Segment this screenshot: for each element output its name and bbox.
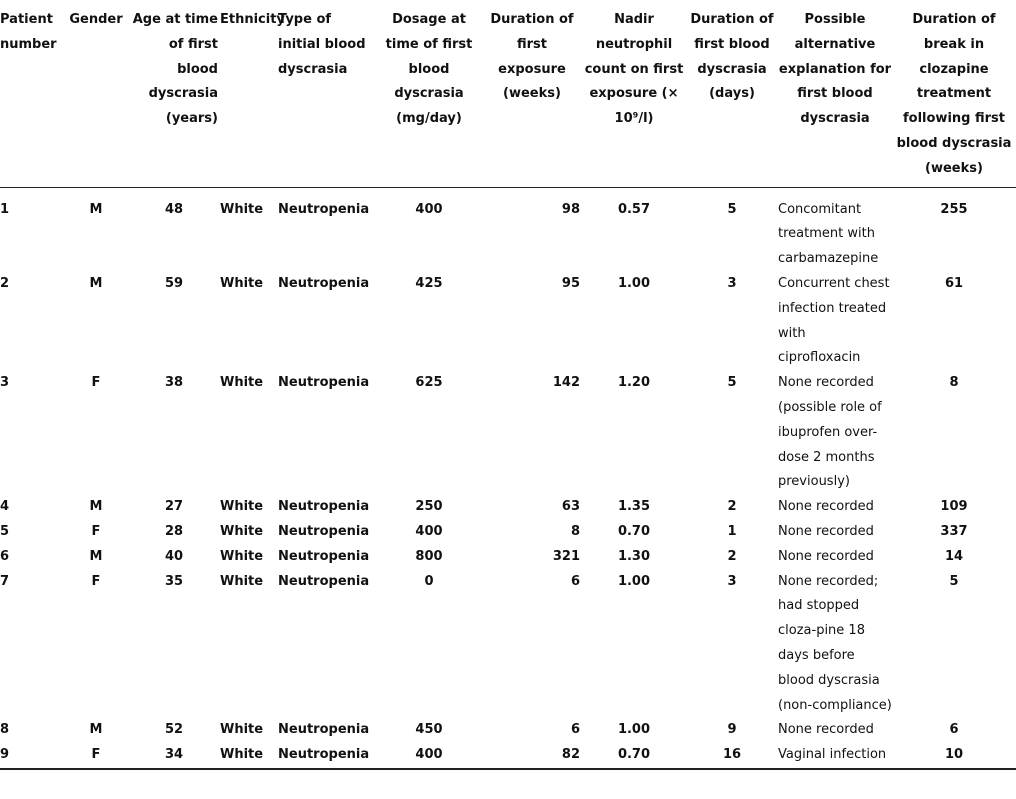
cell-nadir: 1.20 bbox=[617, 375, 651, 391]
header-duration-exposure: Duration of first exposure (weeks) bbox=[482, 0, 582, 187]
cell-ethnicity: White bbox=[220, 548, 264, 564]
cell-nadir: 1.00 bbox=[617, 722, 651, 738]
cell-patient-number: 6 bbox=[0, 548, 10, 564]
cell-gender: F bbox=[64, 743, 128, 769]
cell-explanation: None recorded (possible role of ibuprofen over-dose 2 months previously) bbox=[778, 375, 882, 490]
cell-patient-number: 5 bbox=[0, 523, 10, 539]
header-row bbox=[0, 0, 1016, 187]
cell-gender: M bbox=[89, 275, 103, 291]
cell-patient-number: 4 bbox=[0, 499, 10, 515]
cell-duration-exposure: 142 bbox=[552, 375, 580, 391]
cell-age: 35 bbox=[164, 573, 184, 589]
cell-gender: M bbox=[89, 548, 103, 564]
cell-duration-dyscrasia: 9 bbox=[727, 722, 737, 738]
cell-duration-exposure: 63 bbox=[561, 499, 580, 515]
cell-nadir: 0.57 bbox=[617, 201, 651, 217]
cell-patient-number: 2 bbox=[0, 275, 10, 291]
cell-type: Neutropenia bbox=[278, 375, 370, 391]
cell-gender: M bbox=[89, 499, 103, 515]
header-ethnicity: Ethnicity bbox=[220, 0, 278, 187]
cell-dosage: 250 bbox=[415, 499, 443, 515]
cell-nadir: 1.00 bbox=[617, 573, 651, 589]
table-row bbox=[0, 495, 1016, 520]
cell-duration-exposure: 321 bbox=[552, 548, 580, 564]
cell-dosage: 625 bbox=[415, 375, 443, 391]
cell-duration-break: 14 bbox=[944, 548, 964, 564]
cell-ethnicity: White bbox=[220, 201, 264, 217]
table-row bbox=[0, 570, 1016, 719]
cell-dosage: 400 bbox=[415, 523, 443, 539]
cell-dosage: 400 bbox=[415, 201, 443, 217]
cell-type: Neutropenia bbox=[278, 275, 370, 291]
cell-type: Neutropenia bbox=[278, 722, 370, 738]
cell-type: Neutropenia bbox=[278, 499, 370, 515]
cell-explanation: None recorded bbox=[778, 722, 874, 738]
cell-duration-break: 337 bbox=[940, 523, 968, 539]
cell-patient-number: 3 bbox=[0, 375, 10, 391]
cell-ethnicity: White bbox=[220, 573, 264, 589]
cell-gender: M bbox=[89, 722, 103, 738]
cell-duration-exposure: 98 bbox=[561, 201, 580, 217]
cell-duration-break: 109 bbox=[940, 499, 968, 515]
cell-type: Neutropenia bbox=[278, 201, 370, 217]
cell-duration-dyscrasia: 2 bbox=[727, 548, 737, 564]
cell-gender: F bbox=[91, 573, 101, 589]
header-alternative-explanation: Possible alternative explanation for first blood dyscrasia bbox=[778, 0, 892, 187]
cell-age: 38 bbox=[164, 375, 184, 391]
cell-ethnicity: White bbox=[220, 275, 264, 291]
cell-duration-dyscrasia: 3 bbox=[727, 275, 737, 291]
cell-nadir: 0.70 bbox=[617, 523, 651, 539]
cell-dosage: 0 bbox=[424, 573, 434, 589]
table-row bbox=[0, 272, 1016, 371]
cell-dosage: 450 bbox=[415, 722, 443, 738]
cell-patient-number: 7 bbox=[0, 573, 10, 589]
cell-type: Neutropenia bbox=[278, 548, 370, 564]
cell-age: 28 bbox=[164, 523, 184, 539]
cell-age: 27 bbox=[164, 499, 184, 515]
cell-duration-exposure: 6 bbox=[570, 573, 580, 589]
cell-duration-break: 10 bbox=[892, 743, 1016, 769]
cell-duration-break: 8 bbox=[949, 375, 959, 391]
cell-ethnicity: White bbox=[220, 375, 264, 391]
cell-explanation: Vaginal infection bbox=[778, 743, 892, 769]
cell-nadir: 1.35 bbox=[617, 499, 651, 515]
cell-dosage: 425 bbox=[415, 275, 443, 291]
cell-patient-number: 1 bbox=[0, 201, 10, 217]
cell-type: Neutropenia bbox=[278, 573, 370, 589]
header-duration-break: Duration of break in clozapine treatment following first blood dyscrasia (weeks) bbox=[892, 0, 1016, 187]
cell-explanation: Concurrent chest infection treated with ciprofloxacin bbox=[778, 275, 890, 366]
cell-duration-dyscrasia: 1 bbox=[727, 523, 737, 539]
cell-duration-exposure: 6 bbox=[570, 722, 580, 738]
header-age: Age at time of first blood dyscrasia (years) bbox=[128, 0, 220, 187]
table-row bbox=[0, 743, 1016, 769]
cell-dosage: 800 bbox=[415, 548, 443, 564]
cell-nadir: 1.00 bbox=[617, 275, 651, 291]
cell-type: Neutropenia bbox=[278, 523, 370, 539]
cell-duration-break: 61 bbox=[944, 275, 964, 291]
cell-explanation: None recorded bbox=[778, 548, 874, 564]
cell-age: 52 bbox=[164, 722, 184, 738]
cell-type: Neutropenia bbox=[278, 743, 376, 769]
header-type-of-dyscrasia: Type of initial blood dyscrasia bbox=[278, 0, 376, 187]
cell-explanation: Concomitant treatment with carbamazepine bbox=[778, 201, 879, 267]
cell-duration-dyscrasia: 5 bbox=[727, 201, 737, 217]
cell-ethnicity: White bbox=[220, 499, 264, 515]
header-nadir-neutrophil: Nadir neutrophil count on first exposure (× 10⁹/l) bbox=[582, 0, 686, 187]
cell-patient-number: 8 bbox=[0, 722, 10, 738]
header-gender: Gender bbox=[64, 0, 128, 187]
cell-explanation: None recorded bbox=[778, 499, 874, 515]
cell-ethnicity: White bbox=[220, 743, 278, 769]
cell-explanation: None recorded; had stopped cloza-pine 18 days before blood dyscrasia (non-compliance) bbox=[778, 573, 892, 713]
cell-duration-exposure: 95 bbox=[561, 275, 580, 291]
cell-age: 40 bbox=[164, 548, 184, 564]
table-row bbox=[0, 187, 1016, 272]
cell-age: 48 bbox=[164, 201, 184, 217]
cell-duration-dyscrasia: 2 bbox=[727, 499, 737, 515]
cell-duration-dyscrasia: 5 bbox=[727, 375, 737, 391]
table-row bbox=[0, 545, 1016, 570]
cell-duration-dyscrasia: 3 bbox=[727, 573, 737, 589]
cell-duration-exposure: 8 bbox=[570, 523, 580, 539]
cell-patient-number: 9 bbox=[0, 743, 64, 769]
cell-ethnicity: White bbox=[220, 523, 264, 539]
cell-duration-exposure: 82 bbox=[482, 743, 582, 769]
cell-gender: M bbox=[89, 201, 103, 217]
table-row bbox=[0, 371, 1016, 495]
header-duration-dyscrasia: Duration of first blood dyscrasia (days) bbox=[686, 0, 778, 187]
cell-dosage: 400 bbox=[376, 743, 482, 769]
cell-gender: F bbox=[91, 523, 101, 539]
cell-nadir: 0.70 bbox=[582, 743, 686, 769]
cell-duration-dyscrasia: 16 bbox=[686, 743, 778, 769]
cell-nadir: 1.30 bbox=[617, 548, 651, 564]
cell-ethnicity: White bbox=[220, 722, 264, 738]
cell-age: 59 bbox=[164, 275, 184, 291]
cell-duration-break: 255 bbox=[940, 201, 968, 217]
table-row bbox=[0, 520, 1016, 545]
header-patient-number: Patient number bbox=[0, 0, 64, 187]
cell-explanation: None recorded bbox=[778, 523, 874, 539]
header-dosage: Dosage at time of first blood dyscrasia (mg/day) bbox=[376, 0, 482, 187]
cell-age: 34 bbox=[128, 743, 220, 769]
cell-gender: F bbox=[91, 375, 101, 391]
cell-duration-break: 5 bbox=[949, 573, 959, 589]
table-row bbox=[0, 718, 1016, 743]
cell-duration-break: 6 bbox=[949, 722, 959, 738]
